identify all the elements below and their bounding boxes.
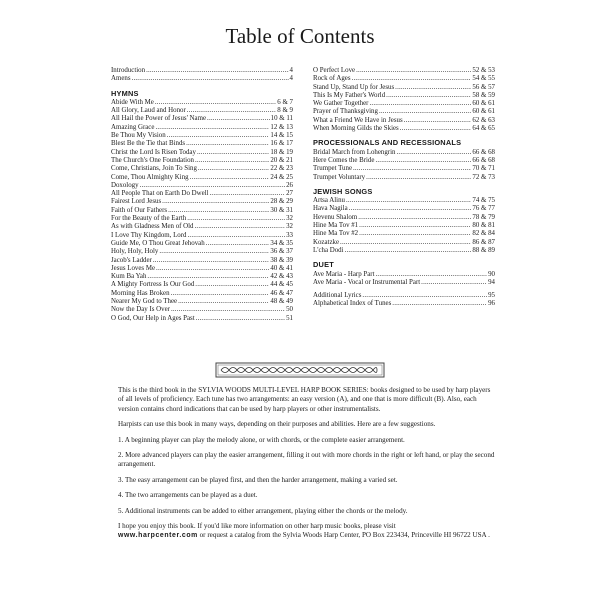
toc-entry-title: Come, Thou Almighty King	[111, 173, 189, 181]
toc-entry-page: 78 & 79	[472, 213, 495, 221]
toc-entry	[111, 190, 293, 198]
toc-entry-title: As with Gladness Men of Old	[111, 223, 194, 231]
toc-entry-page: 64 & 65	[472, 125, 495, 133]
dot-leader	[196, 315, 285, 323]
toc-entry	[111, 99, 293, 107]
toc-hymns-continued	[313, 67, 495, 133]
toc-entry-title: The Church's One Foundation	[111, 156, 194, 164]
dot-leader	[187, 215, 285, 223]
toc-entry-title: All Glory, Laud and Honor	[111, 107, 186, 115]
toc-entry-title: Faith of Our Fathers	[111, 206, 168, 214]
toc-entry	[111, 67, 293, 75]
toc-entry-title: Jacob's Ladder	[111, 256, 152, 264]
toc-entry	[111, 107, 293, 115]
toc-entry	[111, 132, 293, 140]
suggestion-item: 4. The two arrangements can be played as a duet.	[118, 491, 258, 500]
dot-leader	[209, 190, 285, 198]
toc-entry-page: 95	[488, 292, 495, 300]
toc-entry-title: Hevenu Shalom	[313, 213, 358, 221]
toc-entry-page: 38 & 39	[270, 256, 293, 264]
dot-leader	[155, 124, 269, 132]
dot-leader	[392, 300, 487, 308]
dot-leader	[146, 67, 288, 75]
dot-leader	[206, 240, 270, 248]
toc-entry	[111, 215, 293, 223]
dot-leader	[396, 149, 471, 157]
suggestion-item: 1. A beginning player can play the melody alone, or with chords, or the complete easier arrangement.	[118, 435, 405, 444]
toc-entry-title: Abide With Me	[111, 98, 154, 106]
toc-entry-page: 76 & 77	[472, 205, 495, 213]
toc-entry-page: 6 & 7	[277, 98, 293, 106]
toc-entry-title: Bridal March from Lohengrin	[313, 148, 396, 156]
toc-entry-page: 26	[286, 181, 293, 189]
toc-entry-page: 60 & 61	[472, 100, 495, 108]
dot-leader	[147, 273, 269, 281]
page-title: Table of Contents	[225, 24, 375, 48]
toc-entry-title: Introduction	[111, 67, 146, 74]
toc-entry-page: 10 & 11	[270, 115, 293, 123]
toc-entry-title: A Mighty Fortress Is Our God	[111, 281, 195, 289]
toc-entry-title: Ave Maria - Vocal or Instrumental Part	[313, 278, 421, 286]
toc-entry	[313, 247, 495, 255]
toc-entry-page: 54 & 55	[472, 75, 495, 83]
toc-entry	[111, 298, 293, 306]
dot-leader	[359, 222, 471, 230]
dot-leader	[140, 182, 286, 190]
dot-leader	[404, 117, 472, 125]
section-heading-jewish-songs: JEWISH SONGS	[313, 186, 373, 196]
dot-leader	[349, 205, 472, 213]
toc-entry-page: 24 & 25	[270, 173, 293, 181]
dot-leader	[362, 292, 487, 300]
toc-entry	[313, 84, 495, 92]
toc-entry-page: 28 & 29	[270, 198, 293, 206]
toc-entry-title: Blest Be the Tie that Binds	[111, 140, 186, 148]
toc-entry	[111, 115, 293, 123]
toc-entry	[111, 248, 293, 256]
toc-jewish-list	[313, 197, 495, 255]
toc-entry	[111, 281, 293, 289]
dot-leader	[171, 290, 270, 298]
toc-entry	[313, 174, 495, 182]
toc-entry-title: When Morning Gilds the Skies	[313, 125, 399, 133]
suggestion-item: 2. More advanced players can play the easier arrangement, filling it out with more chords in the right or left hand, or play the second arrangement.	[118, 451, 495, 469]
toc-entry-page: 16 & 17	[270, 140, 293, 148]
dot-leader	[168, 207, 269, 215]
toc-right-column	[313, 67, 495, 309]
dot-leader	[153, 257, 270, 265]
closing-text-rest: or request a catalog from the Sylvia Woods Harp Center, PO Box 223434, Princeville HI 96722 USA .	[197, 531, 490, 540]
toc-entry-page: 88 & 89	[472, 246, 495, 254]
dot-leader	[358, 214, 471, 222]
toc-entry-page: 58 & 59	[472, 91, 495, 99]
dot-leader	[207, 115, 270, 123]
toc-entry-title: Fairest Lord Jesus	[111, 198, 162, 206]
intro-paragraph: Harpists can use this book in many ways, depending on their purposes and abilities. Here are a few suggestions.	[118, 420, 436, 429]
toc-entry-title: Trumpet Voluntary	[313, 173, 366, 181]
dot-leader	[386, 92, 471, 100]
toc-entry	[313, 239, 495, 247]
toc-entry	[111, 240, 293, 248]
toc-entry-page: 27	[286, 190, 293, 198]
toc-entry-page: 94	[488, 278, 495, 286]
toc-entry-title: Kozatzke	[313, 238, 340, 246]
toc-entry-page: 34 & 35	[270, 239, 293, 247]
toc-entry	[313, 117, 495, 125]
dot-leader	[197, 149, 269, 157]
ornament-divider	[215, 362, 385, 378]
toc-entry-page: 86 & 87	[472, 238, 495, 246]
dot-leader	[155, 99, 276, 107]
intro-text	[118, 386, 496, 547]
toc-entry-page: 48 & 49	[270, 298, 293, 306]
section-heading-processionals: PROCESSIONALS AND RECESSIONALS	[313, 138, 462, 148]
toc-hymns-list	[111, 99, 293, 323]
dot-leader	[379, 108, 471, 116]
toc-entry-page: 72 & 73	[472, 173, 495, 181]
toc-entry	[111, 306, 293, 314]
toc-entry	[313, 279, 495, 287]
toc-entry	[111, 315, 293, 323]
toc-entry-title: Here Comes the Bride	[313, 156, 375, 164]
toc-entry-title: Hine Ma Tov #2	[313, 230, 359, 238]
toc-entry	[313, 125, 495, 133]
toc-entry-title: This Is My Father's World	[313, 91, 386, 99]
toc-entry-title: All Hail the Power of Jesus' Name	[111, 115, 207, 123]
toc-entry	[111, 182, 293, 190]
toc-entry	[111, 157, 293, 165]
toc-entry-page: 12 & 13	[270, 123, 293, 131]
toc-entry-page: 74 & 75	[472, 197, 495, 205]
toc-entry-page: 80 & 81	[472, 222, 495, 230]
toc-entry	[313, 230, 495, 238]
dot-leader	[198, 165, 269, 173]
dot-leader	[340, 239, 471, 247]
toc-entry-page: 8 & 9	[277, 107, 293, 115]
toc-entry-title: Alphabetical Index of Tunes	[313, 300, 392, 308]
toc-entry-title: Come, Christians, Join To Sing	[111, 165, 197, 173]
toc-entry	[313, 108, 495, 116]
dot-leader	[421, 279, 487, 287]
dot-leader	[195, 157, 269, 165]
dot-leader	[167, 132, 270, 140]
toc-entry	[313, 214, 495, 222]
toc-entry-title: Amazing Grace	[111, 123, 155, 131]
closing-paragraph	[118, 522, 496, 541]
toc-entry	[313, 205, 495, 213]
toc-entry	[111, 174, 293, 182]
toc-entry	[111, 273, 293, 281]
dot-leader	[375, 157, 471, 165]
toc-entry-title: We Gather Together	[313, 100, 369, 108]
toc-entry	[111, 165, 293, 173]
toc-entry-page: 56 & 57	[472, 83, 495, 91]
toc-entry	[313, 222, 495, 230]
suggestion-item: 5. Additional instruments can be added to either arrangement, playing either the chords or the melody.	[118, 506, 408, 515]
toc-entry-title: Guide Me, O Thou Great Jehovah	[111, 239, 205, 247]
toc-entry-title: Morning Has Broken	[111, 289, 170, 297]
toc-entry	[111, 257, 293, 265]
toc-entry	[111, 223, 293, 231]
toc-entry	[313, 75, 495, 83]
dot-leader	[171, 306, 285, 314]
toc-entry-title: Amens	[111, 75, 131, 83]
toc-entry-page: 42 & 43	[270, 273, 293, 281]
toc-entry-page: 82 & 84	[472, 230, 495, 238]
section-heading-duet: DUET	[313, 260, 334, 270]
dot-leader	[395, 84, 471, 92]
toc-entry	[111, 198, 293, 206]
dot-leader	[187, 107, 277, 115]
toc-entry-title: Artsa Alinu	[313, 197, 345, 205]
dot-leader	[195, 223, 286, 231]
dot-leader	[400, 125, 472, 133]
toc-entry-page: 62 & 63	[472, 116, 495, 124]
toc-entry-page: 44 & 45	[270, 281, 293, 289]
toc-entry	[111, 265, 293, 273]
dot-leader	[156, 265, 269, 273]
toc-entry-title: Jesus Loves Me	[111, 264, 156, 272]
toc-entry-page: 96	[488, 300, 495, 308]
toc-entry-page: 32	[286, 223, 293, 231]
toc-entry-page: 36 & 37	[270, 248, 293, 256]
dot-leader	[345, 247, 472, 255]
toc-entry	[313, 157, 495, 165]
toc-entry-page: 30 & 31	[270, 206, 293, 214]
dot-leader	[346, 197, 471, 205]
toc-entry-title: O Perfect Love	[313, 67, 356, 74]
dot-leader	[366, 174, 471, 182]
dot-leader	[356, 67, 471, 75]
toc-entry-page: 20 & 21	[270, 156, 293, 164]
toc-entry-page: 18 & 19	[270, 148, 293, 156]
toc-entry-title: L'cha Dodi	[313, 246, 344, 254]
toc-entry-title: Kum Ba Yah	[111, 273, 147, 281]
dot-leader	[190, 174, 270, 182]
toc-entry-page: 32	[286, 215, 293, 223]
toc-entry-page: 4	[289, 67, 293, 74]
dot-leader	[132, 75, 289, 83]
toc-entry-page: 4	[289, 75, 293, 83]
toc-entry-title: Now the Day Is Over	[111, 306, 170, 314]
toc-entry	[111, 207, 293, 215]
toc-entry	[111, 290, 293, 298]
dot-leader	[178, 298, 269, 306]
toc-extras-list	[313, 292, 495, 309]
toc-entry	[313, 197, 495, 205]
toc-entry-title: Doxology	[111, 181, 139, 189]
intro-paragraph: This is the third book in the SYLVIA WOODS MULTI-LEVEL HARP BOOK SERIES: books designed to be used by harp players of all levels of proficiency. Each tune has two arrangements: an easy version (A), and one that is more difficult (B). Also, each version contains chord indications that can be used by harp players or other instrumentalists.	[118, 386, 491, 413]
dot-leader	[186, 140, 269, 148]
toc-entry	[313, 165, 495, 173]
toc-entry-title: Prayer of Thanksgiving	[313, 108, 378, 116]
closing-text: I hope you enjoy this book. If you'd like more information on other harp music books, please visit	[118, 522, 396, 531]
dot-leader	[375, 271, 487, 279]
dot-leader	[195, 281, 269, 289]
toc-entry	[111, 149, 293, 157]
toc-duet-list	[313, 271, 495, 288]
toc-entry-title: Ave Maria - Harp Part	[313, 270, 375, 278]
toc-entry-page: 66 & 68	[472, 156, 495, 164]
toc-entry-title: Trumpet Tune	[313, 165, 352, 173]
toc-entry-title: Additional Lyrics	[313, 292, 362, 300]
section-heading-hymns: HYMNS	[111, 88, 139, 98]
toc-entry-title: Nearer My God to Thee	[111, 298, 178, 306]
toc-entry-title: Rock of Ages	[313, 75, 351, 83]
toc-entry-title: Hine Ma Tov #1	[313, 222, 359, 230]
dot-leader	[162, 198, 269, 206]
suggestion-item: 3. The easy arrangement can be played first, and then the harder arrangement, making a varied set.	[118, 475, 398, 484]
toc-entry-title: All People That on Earth Do Dwell	[111, 190, 209, 198]
toc-entry-page: 46 & 47	[270, 289, 293, 297]
toc-entry-title: Christ the Lord Is Risen Today	[111, 148, 196, 156]
toc-entry-page: 50	[286, 306, 293, 314]
toc-entry	[313, 300, 495, 308]
toc-entry	[313, 67, 495, 75]
toc-front-matter	[111, 67, 293, 84]
dot-leader	[369, 100, 471, 108]
dot-leader	[359, 230, 471, 238]
toc-left-column	[111, 67, 293, 323]
toc-entry-page: 60 & 61	[472, 108, 495, 116]
toc-entry	[313, 271, 495, 279]
toc-entry	[111, 124, 293, 132]
toc-processionals-list	[313, 149, 495, 182]
dot-leader	[352, 75, 472, 83]
toc-entry-title: Stand Up, Stand Up for Jesus	[313, 83, 395, 91]
dot-leader	[187, 232, 285, 240]
website-link[interactable]: www.harpcenter.com	[118, 532, 198, 540]
toc-entry-page: 22 & 23	[270, 165, 293, 173]
toc-entry-page: 40 & 41	[270, 264, 293, 272]
toc-entry-title: What a Friend We Have in Jesus	[313, 116, 403, 124]
toc-entry-page: 33	[286, 231, 293, 239]
toc-entry-title: Holy, Holy, Holy	[111, 248, 159, 256]
toc-entry-page: 66 & 68	[472, 148, 495, 156]
toc-entry-page: 51	[286, 314, 293, 322]
dot-leader	[159, 248, 269, 256]
toc-entry-title: Be Thou My Vision	[111, 132, 166, 140]
toc-entry-page: 70 & 71	[472, 165, 495, 173]
toc-entry-title: Hava Nagila	[313, 205, 348, 213]
toc-entry-page: 14 & 15	[270, 132, 293, 140]
dot-leader	[353, 165, 471, 173]
toc-entry	[313, 100, 495, 108]
toc-entry	[313, 149, 495, 157]
toc-entry-page: 52 & 53	[472, 67, 495, 74]
toc-entry-title: For the Beauty of the Earth	[111, 215, 187, 223]
toc-entry	[313, 292, 495, 300]
toc-entry	[313, 92, 495, 100]
toc-entry	[111, 140, 293, 148]
toc-entry-page: 90	[488, 270, 495, 278]
toc-entry-title: O God, Our Help in Ages Past	[111, 314, 195, 322]
toc-entry-title: I Love Thy Kingdom, Lord	[111, 231, 187, 239]
toc-entry	[111, 232, 293, 240]
toc-entry	[111, 75, 293, 83]
